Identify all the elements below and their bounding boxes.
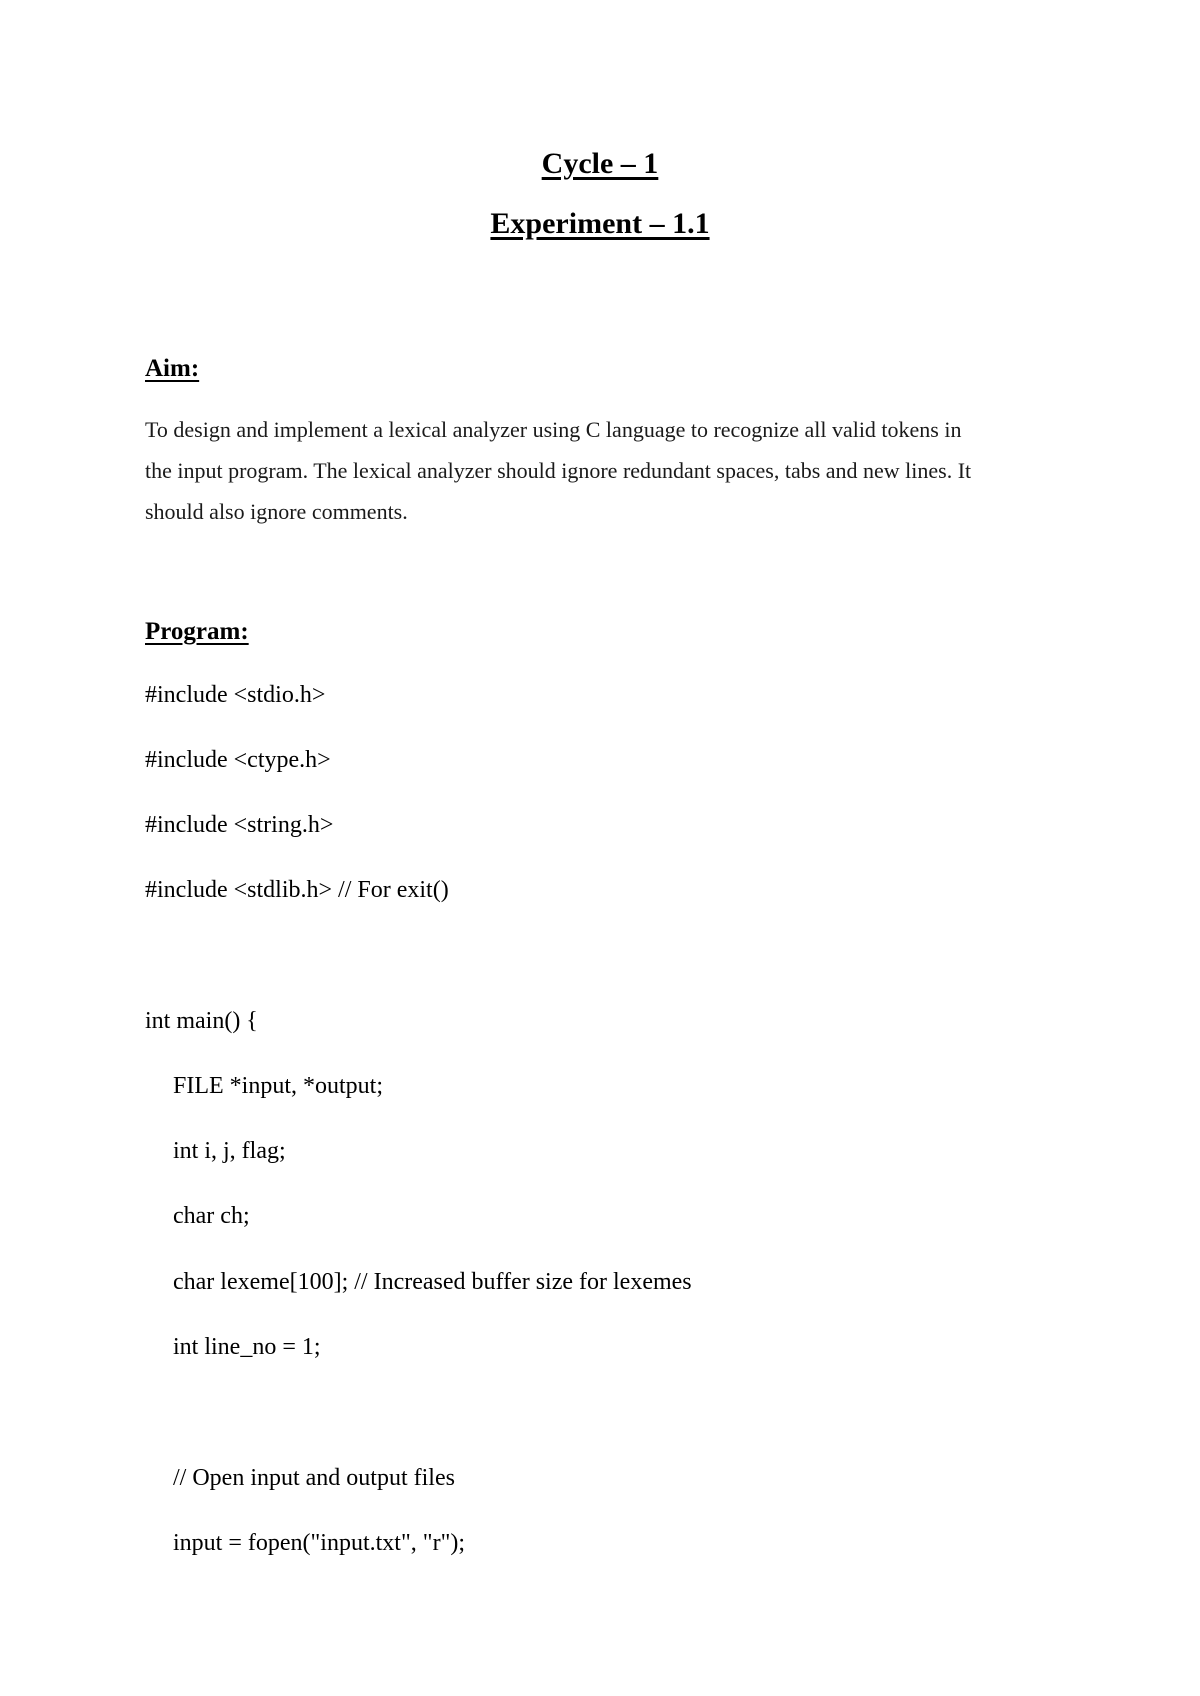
code-line: input = fopen("input.txt", "r"); <box>173 1530 466 1556</box>
code-line: FILE *input, *output; <box>173 1073 383 1099</box>
code-line: char ch; <box>173 1203 250 1229</box>
experiment-heading: Experiment – 1.1 <box>490 207 710 240</box>
code-line: char lexeme[100]; // Increased buffer size for lexemes <box>173 1269 692 1295</box>
code-line: int i, j, flag; <box>173 1138 286 1164</box>
code-line: #include <stdio.h> <box>145 682 326 708</box>
aim-line: should also ignore comments. <box>145 499 408 524</box>
cycle-heading: Cycle – 1 <box>541 147 659 180</box>
aim-label: Aim: <box>145 355 200 382</box>
code-line: #include <ctype.h> <box>145 747 331 773</box>
aim-paragraph <box>145 409 1075 532</box>
program-label: Program: <box>145 618 249 645</box>
code-line: // Open input and output files <box>173 1465 455 1491</box>
aim-line: To design and implement a lexical analyzer using C language to recognize all valid tokens in <box>145 417 962 442</box>
code-line: int main() { <box>145 1008 258 1034</box>
code-line: #include <stdlib.h> // For exit() <box>145 877 449 903</box>
aim-line: the input program. The lexical analyzer should ignore redundant spaces, tabs and new lines. It <box>145 458 972 483</box>
code-line: int line_no = 1; <box>173 1334 321 1360</box>
code-line: #include <string.h> <box>145 812 334 838</box>
